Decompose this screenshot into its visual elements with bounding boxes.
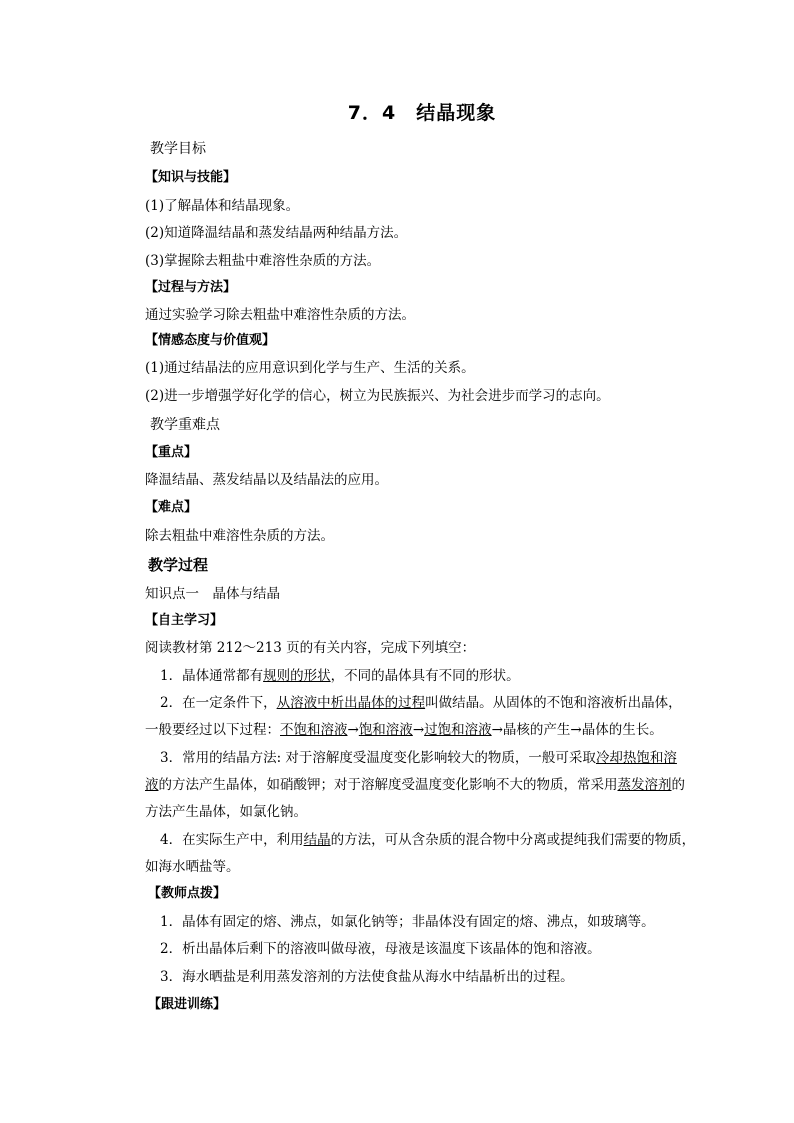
tip-1: 1．晶体有固定的熔、沸点，如氯化钠等；非晶体没有固定的熔、沸点，如玻璃等。 [160,914,655,930]
knowledge-label: 【知识与技能】 [145,170,237,185]
question-1: 1．晶体通常都有规则的形状，不同的晶体具有不同的形状。 [160,668,520,684]
reading-instruction: 阅读教材第 212～213 页的有关内容，完成下列填空： [145,640,476,656]
emotion-item-1: (1)通过结晶法的应用意识到化学与生产、生活的关系。 [145,360,475,376]
process-heading: 教学过程 [148,556,209,574]
answer-2d: 过饱和溶液 [424,722,492,738]
tip-2: 2．析出晶体后剩下的溶液叫做母液，母液是该温度下该晶体的饱和溶液。 [160,941,601,957]
goals-heading: 教学目标 [150,141,206,157]
question-3-line-3: 方法产生晶体，如氯化钠。 [145,804,307,820]
answer-3a: 冷却热饱和溶 [595,750,677,766]
knowledge-item-2: (2)知道降温结晶和蒸发结晶两种结晶方法。 [145,225,408,241]
tip-3: 3．海水晒盐是利用蒸发溶剂的方法使食盐从海水中结晶析出的过程。 [160,969,574,985]
focus-text: 降温结晶、蒸发结晶以及结晶法的应用。 [145,472,388,488]
question-3-line-2: 液的方法产生晶体，如硝酸钾；对于溶解度受温度变化影响不大的物质，常采用蒸发溶剂的 [145,777,685,793]
difficulty-text: 除去粗盐中难溶性杂质的方法。 [145,528,334,544]
answer-2c: 饱和溶液 [358,722,413,738]
teacher-tips-label: 【教师点拨】 [148,886,227,901]
knowledge-point-1: 知识点一 晶体与结晶 [145,586,280,602]
question-4-line-2: 如海水晒盐等。 [145,859,240,875]
answer-1: 规则的形状 [263,668,331,684]
process-text: 通过实验学习除去粗盐中难溶性杂质的方法。 [145,307,415,323]
practice-label: 【跟进训练】 [148,997,227,1012]
process-label: 【过程与方法】 [145,280,237,295]
question-2-line-2: 一般要经过以下过程：不饱和溶液→饱和溶液→过饱和溶液→晶核的产生→晶体的生长。 [145,722,663,738]
answer-3b: 蒸发溶剂 [617,777,672,793]
answer-3a-cont: 液 [145,777,159,793]
focus-label: 【重点】 [145,445,198,460]
difficulty-label: 【难点】 [145,500,198,515]
page-title: 7．4 结晶现象 [347,102,497,124]
question-3-line-1: 3．常用的结晶方法: 对于溶解度受温度变化影响较大的物质，一般可采取冷却热饱和溶 [160,750,677,766]
answer-2a: 从溶液中析出晶体的过程 [276,695,426,711]
emotion-label: 【情感态度与价值观】 [145,333,276,348]
answer-4: 结晶 [303,832,331,848]
key-heading: 教学重难点 [150,417,220,433]
knowledge-item-1: (1)了解晶体和结晶现象。 [145,198,300,214]
emotion-item-2: (2)进一步增强学好化学的信心，树立为民族振兴、为社会进步而学习的志向。 [145,388,610,404]
answer-2b: 不饱和溶液 [280,722,348,738]
knowledge-item-3: (3)掌握除去粗盐中难溶性杂质的方法。 [145,253,381,269]
question-4-line-1: 4．在实际生产中，利用结晶的方法，可从含杂质的混合物中分离或提纯我们需要的物质， [160,832,696,848]
self-study-label: 【自主学习】 [145,613,224,628]
question-2-line-1: 2．在一定条件下，从溶液中析出晶体的过程叫做结晶。从固体的不饱和溶液析出晶体， [160,695,682,711]
